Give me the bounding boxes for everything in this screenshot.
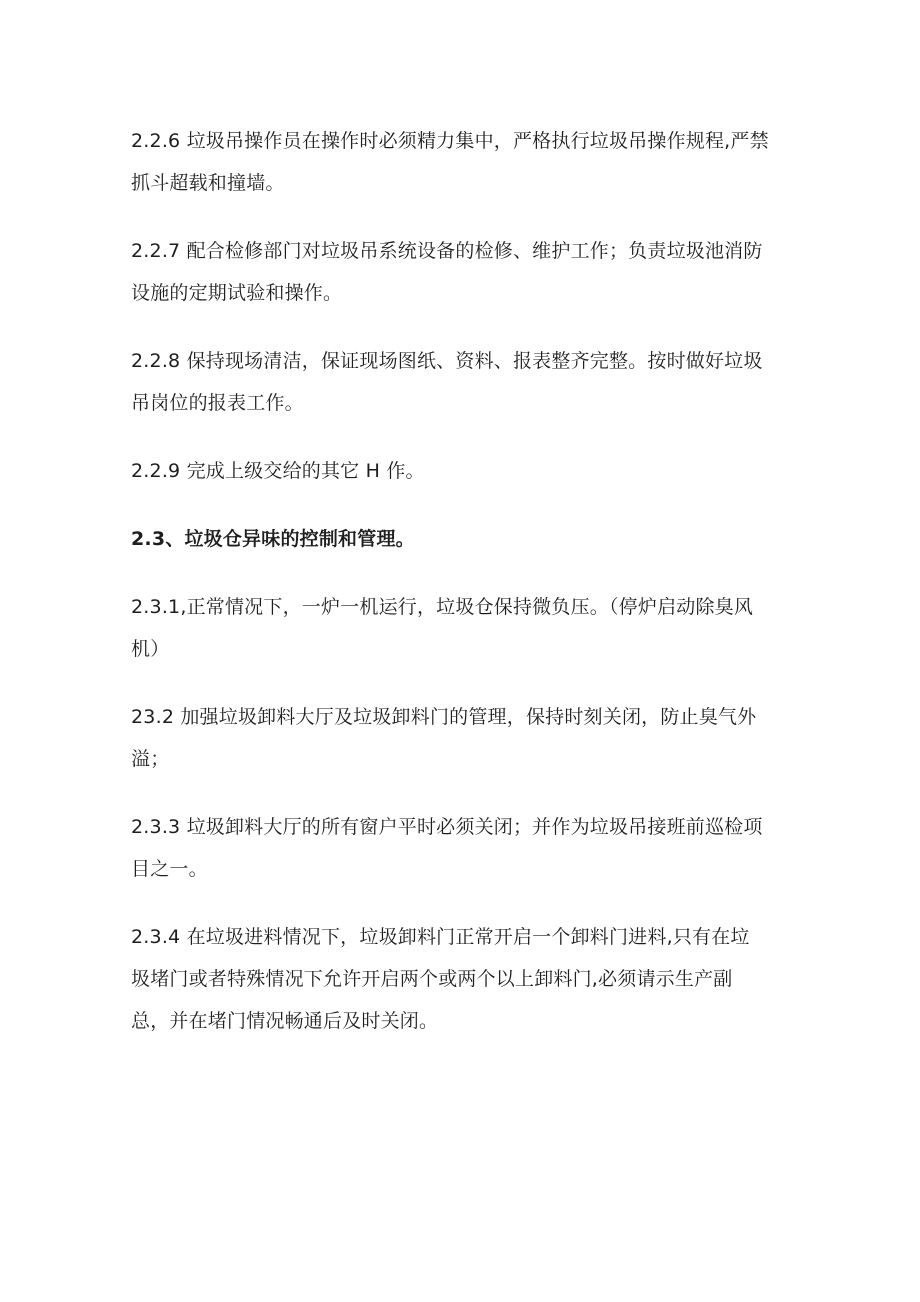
paragraph-line: 机） xyxy=(131,638,170,660)
paragraph-2-2-6 xyxy=(131,120,797,204)
paragraph-line: 2.3.4 在垃圾进料情况下，垃圾卸料门正常开启一个卸料门进料,只有在垃 xyxy=(131,926,750,948)
paragraph-line: 2.2.7 配合检修部门对垃圾吊系统设备的检修、维护工作；负责垃圾池消防 xyxy=(131,240,763,262)
paragraph-2-2-9 xyxy=(131,450,797,492)
paragraph-line: 2.3.1,正常情况下，一炉一机运行，垃圾仓保持微负压。（停炉启动除臭风 xyxy=(131,596,754,618)
paragraph-2-3-1 xyxy=(131,586,797,670)
paragraph-2-3-3 xyxy=(131,806,797,890)
paragraph-line: 2.2.8 保持现场清洁，保证现场图纸、资料、报表整齐完整。按时做好垃圾 xyxy=(131,350,763,372)
paragraph-2-3-4 xyxy=(131,916,797,1042)
paragraph-line: 设施的定期试验和操作。 xyxy=(131,282,343,304)
paragraph-line: 23.2 加强垃圾卸料大厅及垃圾卸料门的管理，保持时刻关闭，防止臭气外 xyxy=(131,706,757,728)
paragraph-line: 圾堵门或者特殊情况下允许开启两个或两个以上卸料门,必须请示生产副 xyxy=(131,968,733,990)
section-heading-2-3 xyxy=(131,518,797,560)
heading-line: 2.3、垃圾仓异味的控制和管理。 xyxy=(131,528,415,550)
document-body xyxy=(131,120,797,1068)
paragraph-line: 2.2.6 垃圾吊操作员在操作时必须精力集中，严格执行垃圾吊操作规程,严禁 xyxy=(131,130,769,152)
paragraph-line: 目之一。 xyxy=(131,858,208,880)
paragraph-line: 2.2.9 完成上级交给的其它 H 作。 xyxy=(131,460,425,482)
paragraph-line: 抓斗超载和撞墙。 xyxy=(131,172,285,194)
paragraph-line: 总，并在堵门情况畅通后及时关闭。 xyxy=(131,1010,439,1032)
paragraph-2-2-7 xyxy=(131,230,797,314)
paragraph-2-3-2 xyxy=(131,696,797,780)
paragraph-line: 2.3.3 垃圾卸料大厅的所有窗户平时必须关闭；并作为垃圾吊接班前巡检项 xyxy=(131,816,763,838)
paragraph-line: 溢； xyxy=(131,748,170,770)
paragraph-2-2-8 xyxy=(131,340,797,424)
paragraph-line: 吊岗位的报表工作。 xyxy=(131,392,304,414)
